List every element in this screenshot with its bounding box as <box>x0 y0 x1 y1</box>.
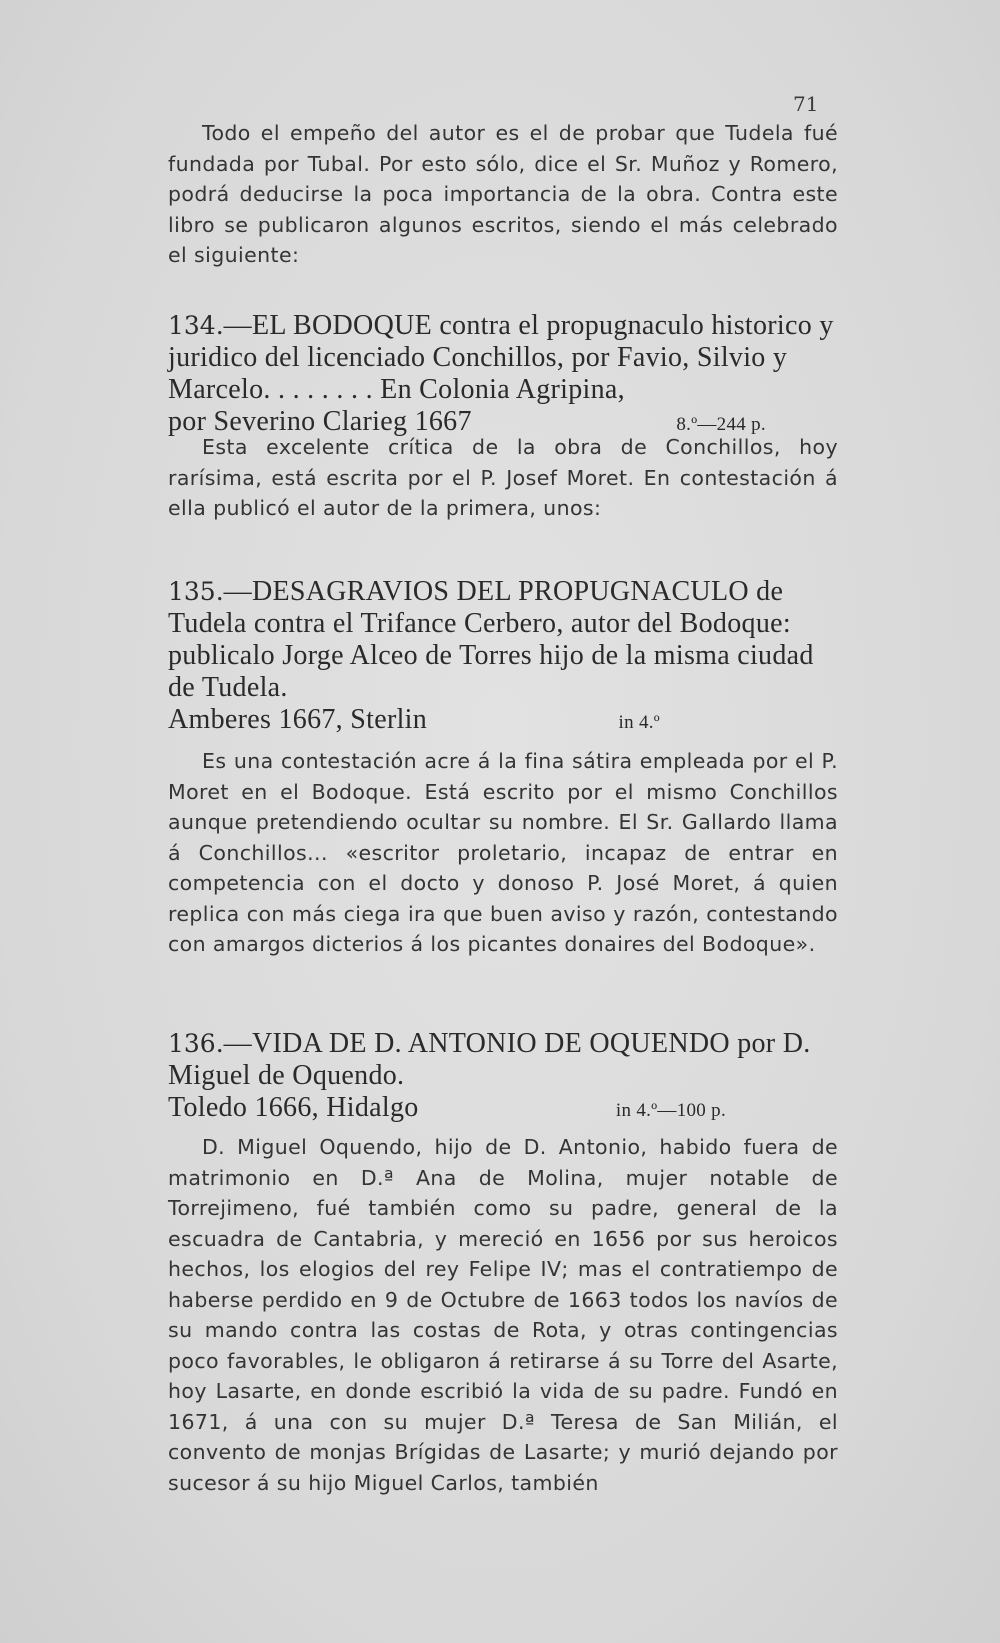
page-number: 71 <box>793 92 819 116</box>
entry-imprint-line <box>168 1092 838 1127</box>
entry-imprint: por Severino Clarieg 1667 <box>168 406 472 437</box>
entry-134-comment: Esta excelente crítica de la obra de Conchillos, hoy rarísima, está escrita por el P. Josef Moret. En contestación á ella publicó el autor de la primera, unos: <box>168 435 838 520</box>
entry-title <box>168 1028 838 1092</box>
entry-title-text: —VIDA DE D. ANTONIO DE OQUENDO por D. Miguel de Oquendo. <box>168 1028 811 1091</box>
entry-136-comment: D. Miguel Oquendo, hijo de D. Antonio, habido fuera de matrimonio en D.ª Ana de Molina, mujer notable de Torrejimeno, fué también como su padre, general de la escuadra de Cantabria, y mereció en 1656 por sus heroicos hechos, los elogios del rey Felipe IV; mas el contratiempo de haberse perdido en 9 de Octubre de 1663 todos los navíos de su mando contra las costas de Rota, y otras contingencias poco favorables, le obligaron á retirarse á su Torre del Asarte, hoy Lasarte, en donde escribió la vida de su padre. Fundó en 1671, á una con su mujer D.ª Teresa de San Milián, el convento de monjas Brígidas de Lasarte; y murió dejando por sucesor á su hijo Miguel Carlos, también <box>168 1135 838 1495</box>
entry-imprint: Amberes 1667, Sterlin <box>168 704 428 735</box>
entry-format: in 4.º <box>618 712 660 733</box>
entry-title-text: —DESAGRAVIOS DEL PROPUGNACULO de Tudela contra el Trifance Cerbero, autor del Bodoque: publicalo Jorge Alceo de Torres hijo de la misma ciudad de Tudela. <box>168 576 814 703</box>
entry-135 <box>168 576 838 739</box>
entry-format: in 4.º—100 p. <box>615 1100 726 1121</box>
entry-imprint-line <box>168 704 838 739</box>
entry-number: 134. <box>168 311 224 340</box>
entry-imprint: Toledo 1666, Hidalgo <box>168 1092 419 1123</box>
entry-title <box>168 310 838 406</box>
entry-number: 135. <box>168 577 224 606</box>
intro-paragraph: Todo el empeño del autor es el de probar que Tudela fué fundada por Tubal. Por esto sólo, dice el Sr. Muñoz y Romero, podrá deducirse la poca importancia de la obra. Contra este libro se publicaron algunos escritos, siendo el más celebrado el siguiente: <box>168 121 838 267</box>
entry-136 <box>168 1028 838 1127</box>
entry-134 <box>168 310 838 441</box>
entry-format: 8.º—244 p. <box>676 414 766 435</box>
entry-title <box>168 576 838 704</box>
entry-135-comment: Es una contestación acre á la fina sátira empleada por el P. Moret en el Bodoque. Está escrito por el mismo Conchillos aunque pretendiendo ocultar su nombre. El Sr. Gallardo llama á Conchillos... «escritor proletario, incapaz de entrar en competencia con el docto y donoso P. José Moret, á quien replica con más ciega ira que buen aviso y razón, contestando con amargos dicterios á los picantes donaires del Bodoque». <box>168 749 838 956</box>
entry-number: 136. <box>168 1029 224 1058</box>
entry-title-text: —EL BODOQUE contra el propugnaculo historico y juridico del licenciado Conchillos, por Favio, Silvio y Marcelo. . . . . . . . En Colonia Agripina, <box>168 310 834 405</box>
